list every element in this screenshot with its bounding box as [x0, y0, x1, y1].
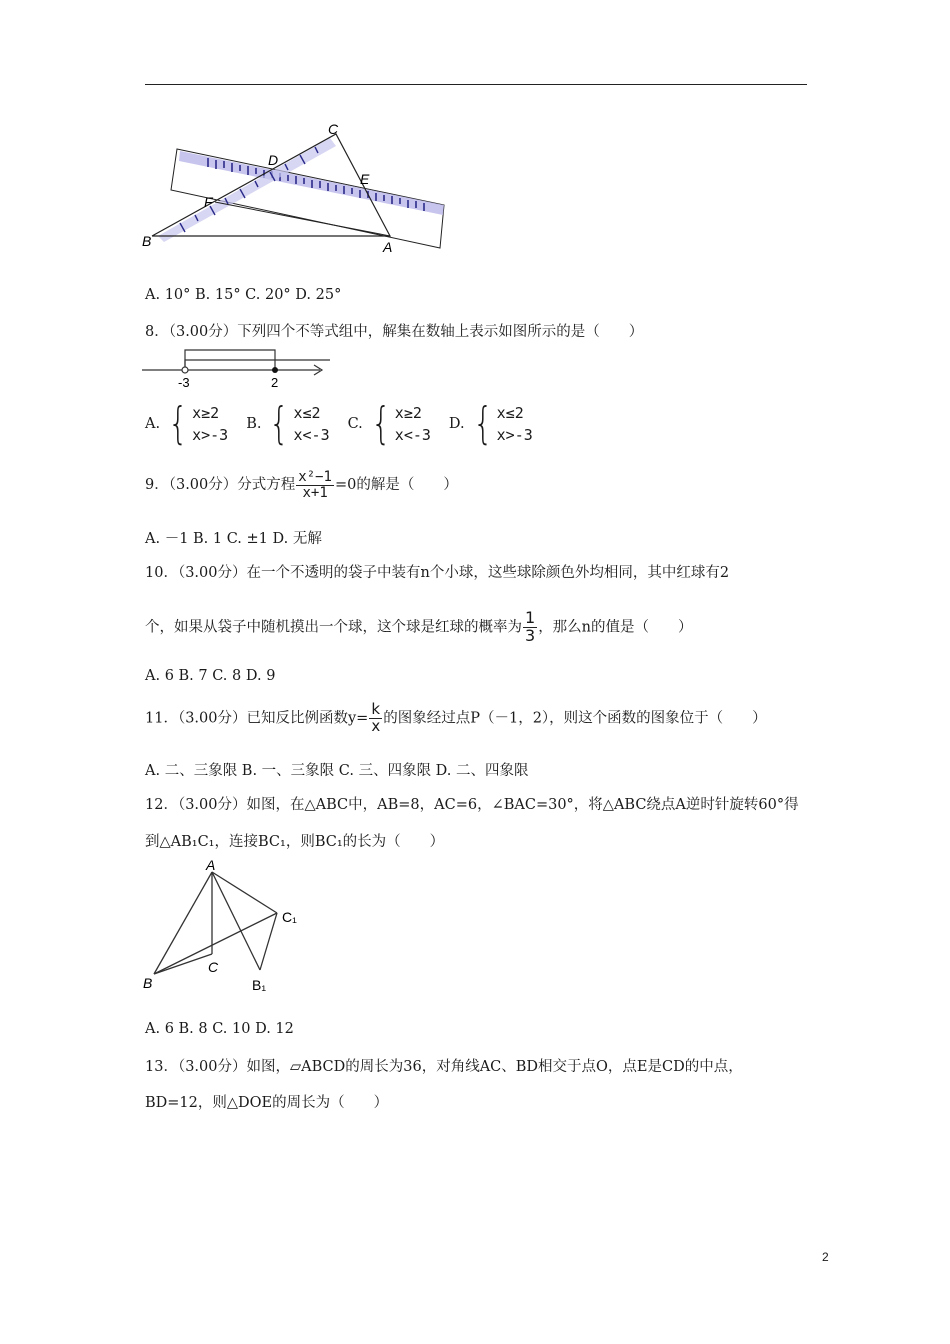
q8-option-d-system: { x≤2 x>-3 [472, 398, 533, 449]
q10-frac-den: 3 [525, 625, 536, 645]
label-e: E [360, 171, 370, 187]
q12-label-b: B [143, 975, 153, 991]
q11-stem-pre: 11．（3.00分）已知反比例函数y= [145, 710, 369, 727]
q10-line2-pre: 个，如果从袋子中随机摸出一个球，这个球是红球的概率为 [145, 619, 522, 636]
q8-option-b-system: { x≤2 x<-3 [269, 398, 330, 449]
q10-line2 [145, 610, 693, 645]
q8-option-d-label: D. [448, 416, 465, 432]
q8-option-b-label: B. [246, 416, 262, 432]
q12-label-a: A [206, 857, 216, 873]
figure-q7-rulers [140, 118, 460, 258]
q7-options: A. 10° B. 15° C. 20° D. 25° [145, 287, 342, 303]
header-rule [145, 84, 807, 85]
q12-label-c: C [208, 959, 219, 975]
q9-stem-pre: 9．（3.00分）分式方程 [145, 477, 296, 494]
q11-options: A. 二、三象限 B. 一、三象限 C. 三、四象限 D. 二、四象限 [145, 763, 529, 779]
q10-options: A. 6 B. 7 C. 8 D. 9 [145, 668, 276, 684]
q12-line2: 到△AB₁C₁，连接BC₁，则BC₁的长为（ ） [145, 834, 445, 850]
label-f: F [204, 194, 213, 210]
label-c: C [328, 121, 339, 137]
label-a: A [383, 239, 393, 255]
axis-label-neg3: -3 [178, 375, 190, 390]
figure-q12-triangles [140, 856, 310, 996]
q11-stem [145, 702, 767, 735]
q11-fraction [369, 702, 382, 735]
q8-option-c-system: { x≥2 x<-3 [370, 398, 431, 449]
q9-stem-post: =0的解是（ ） [334, 477, 458, 494]
label-d: D [268, 152, 279, 168]
q8-option-a-label: A. [145, 416, 161, 432]
q8-options [145, 398, 537, 449]
axis-label-2: 2 [271, 375, 279, 390]
label-b: B [142, 233, 152, 249]
q9-options: A. －1 B. 1 C. ±1 D. 无解 [145, 531, 322, 547]
figure-q8-number-line [140, 345, 330, 390]
q13-line2: BD=12，则△DOE的周长为（ ） [145, 1095, 389, 1111]
q12-line1: 12．（3.00分）如图，在△ABC中，AB=8，AC=6，∠BAC=30°，将△ABC绕点A逆时针旋转60°得 [145, 797, 799, 813]
q9-stem [145, 470, 458, 500]
q8-option-a-system: { x≥2 x>-3 [168, 398, 229, 449]
page-number: 2 [822, 1250, 829, 1264]
q9-fraction [296, 470, 334, 500]
q13-line1: 13．（3.00分）如图，▱ABCD的周长为36，对角线AC、BD相交于点O，点E是CD的中点， [145, 1059, 743, 1075]
q8-d-row2: x>-3 [496, 426, 533, 444]
q8-a-row1: x≥2 [192, 404, 220, 422]
q10-line1: 10．（3.00分）在一个不透明的袋子中装有n个小球，这些球除颜色外均相同，其中红球有2 [145, 565, 730, 581]
q10-fraction [523, 610, 537, 645]
q10-line2-post: ，那么n的值是（ ） [538, 619, 693, 636]
q8-option-c-label: C. [347, 416, 363, 432]
q8-b-row1: x≤2 [293, 404, 321, 422]
q9-frac-den: x+1 [302, 484, 328, 501]
q12-options: A. 6 B. 8 C. 10 D. 12 [145, 1021, 294, 1037]
q12-label-c1: C₁ [282, 909, 297, 925]
q8-stem: 8．（3.00分）下列四个不等式组中，解集在数轴上表示如图所示的是（ ） [145, 324, 644, 340]
q12-label-b1: B₁ [252, 977, 267, 993]
q9-frac-num: x²−1 [298, 469, 332, 485]
q11-stem-post: 的图象经过点P（－1，2），则这个函数的图象位于（ ） [383, 710, 767, 727]
q8-c-row2: x<-3 [394, 426, 431, 444]
q8-a-row2: x>-3 [192, 426, 229, 444]
q8-d-row1: x≤2 [496, 404, 524, 422]
q10-frac-num: 1 [525, 608, 536, 627]
q8-c-row1: x≥2 [394, 404, 422, 422]
q11-frac-num: k [369, 702, 382, 719]
q11-frac-den: x [371, 716, 381, 735]
q8-b-row2: x<-3 [293, 426, 330, 444]
